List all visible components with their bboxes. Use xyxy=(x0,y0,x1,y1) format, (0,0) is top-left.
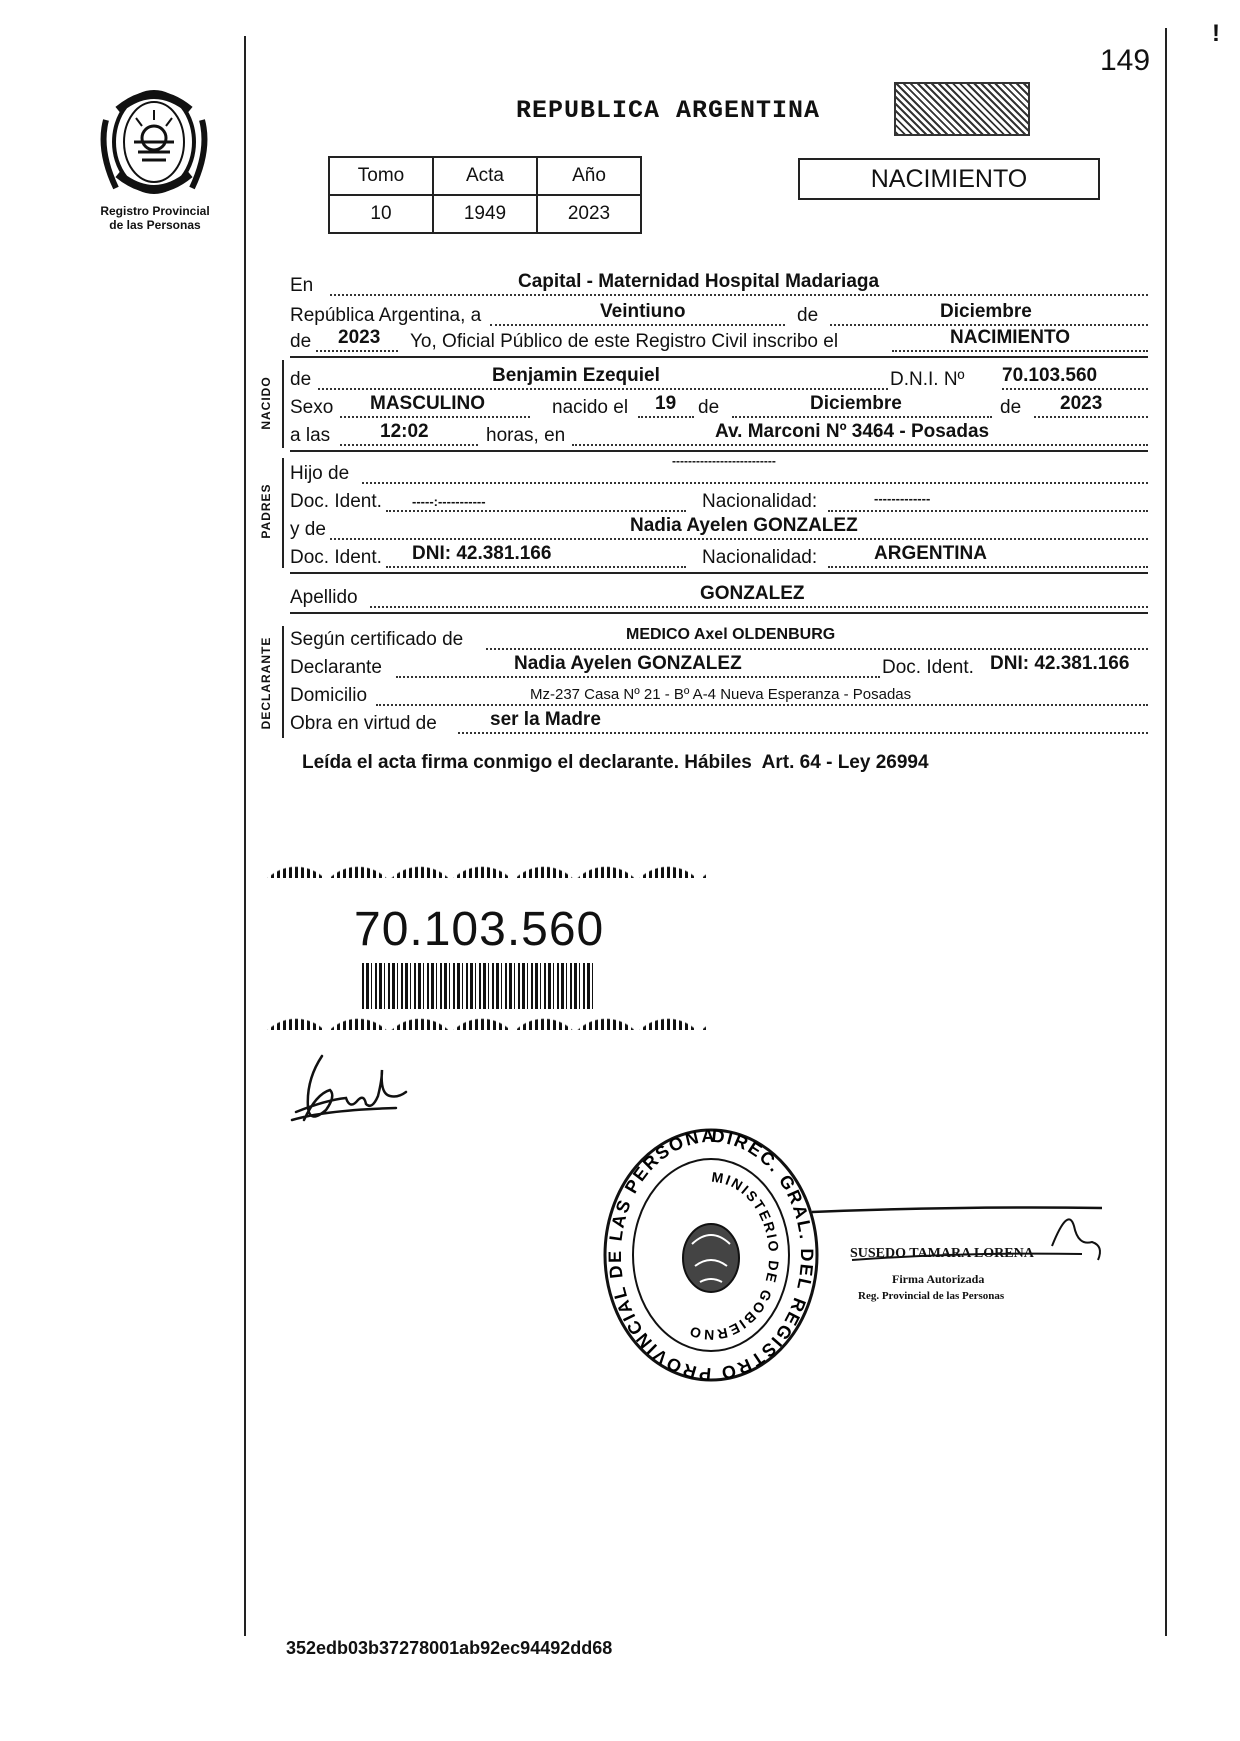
dni-value: 70.103.560 xyxy=(1002,365,1098,386)
stamp-pattern-bottom xyxy=(265,1000,707,1030)
declarant-signature xyxy=(286,1050,416,1130)
table-header-acta: Acta xyxy=(433,157,537,195)
birth-month-value: Diciembre xyxy=(810,393,902,414)
row-year: de 2023 Yo, Oficial Público de este Registro Civil inscribo el NACIMIENTO xyxy=(290,326,1148,358)
row-name: de Benjamin Ezequiel D.N.I. Nº 70.103.560 xyxy=(290,364,1148,394)
day-words: Veintiuno xyxy=(600,301,686,322)
row-date: República Argentina, a Veintiuno de Diciembre xyxy=(290,300,1148,330)
country-title: REPUBLICA ARGENTINA xyxy=(516,96,821,125)
table-value-tomo: 10 xyxy=(329,195,433,233)
declarante-doc-value: DNI: 42.381.166 xyxy=(990,653,1130,674)
sexo-value: MASCULINO xyxy=(370,393,486,414)
provincial-logo xyxy=(98,80,210,204)
row-obra: Obra en virtud de ser la Madre xyxy=(290,708,1148,738)
row-time: a las 12:02 horas, en Av. Marconi Nº 3464 - Posadas xyxy=(290,420,1148,452)
stamp-pattern-top xyxy=(265,848,707,878)
time-value: 12:02 xyxy=(380,421,429,442)
corner-mark: ! xyxy=(1212,20,1220,47)
name-value: Benjamin Ezequiel xyxy=(492,365,660,386)
right-margin-line xyxy=(1165,28,1167,1636)
place-value: Capital - Maternidad Hospital Madariaga xyxy=(518,271,880,292)
stamp-number: 70.103.560 xyxy=(354,903,605,956)
hijo-de-value: -------------------------- xyxy=(672,454,776,468)
table-value-acta: 1949 xyxy=(433,195,537,233)
mother-doc-value: DNI: 42.381.166 xyxy=(412,543,552,564)
mother-nationality-value: ARGENTINA xyxy=(874,543,987,564)
record-type-box xyxy=(798,158,1100,200)
obra-value: ser la Madre xyxy=(490,709,601,730)
surname-value: GONZALEZ xyxy=(700,583,805,604)
security-emblem xyxy=(894,82,1030,136)
side-label-padres: PADRES xyxy=(259,483,273,539)
birth-year-value: 2023 xyxy=(1060,393,1103,414)
closing-text: Leída el acta firma conmigo el declarante. Hábiles Art. 64 - Ley 26994 xyxy=(302,752,929,773)
row-surname: Apellido GONZALEZ xyxy=(290,582,1148,614)
doc-ident1-value: -----:----------- xyxy=(412,494,486,509)
domicilio-value: Mz-237 Casa Nº 21 - Bº A-4 Nueva Esperanza - Posadas xyxy=(530,686,912,703)
official-title: Firma Autorizada xyxy=(892,1272,985,1286)
nacionalidad1-value: ------------- xyxy=(874,491,931,506)
row-doc1: Doc. Ident. -----:----------- Nacionalidad: ------------- xyxy=(290,486,1148,516)
side-label-declarante: DECLARANTE xyxy=(259,636,273,730)
month-value: Diciembre xyxy=(940,301,1032,322)
official-office: Reg. Provincial de las Personas xyxy=(858,1290,1005,1302)
declarante-value: Nadia Ayelen GONZALEZ xyxy=(514,653,742,674)
registry-table xyxy=(328,156,642,234)
svg-text:MINISTERIO DE GOBIERNO: MINISTERIO DE GOBIERNO xyxy=(685,1168,783,1344)
side-label-nacido: NACIDO xyxy=(259,376,273,430)
official-name: SUSEDO TAMARA LORENA xyxy=(850,1246,1034,1261)
official-seal xyxy=(600,1126,822,1384)
mother-value: Nadia Ayelen GONZALEZ xyxy=(630,515,858,536)
page-number: 149 xyxy=(1100,44,1151,77)
row-declarante: Declarante Nadia Ayelen GONZALEZ Doc. Ident. DNI: 42.381.166 xyxy=(290,653,1130,678)
certificado-value: MEDICO Axel OLDENBURG xyxy=(626,626,836,643)
row-hijo-de: Hijo de -------------------------- xyxy=(290,458,1148,488)
row-place: En Capital - Maternidad Hospital Madariaga xyxy=(290,270,1148,300)
row-certificado: Según certificado de MEDICO Axel OLDENBURG xyxy=(290,624,1148,654)
row-mother: y de Nadia Ayelen GONZALEZ xyxy=(290,514,1148,544)
year-value: 2023 xyxy=(338,327,381,348)
svg-text:DIREC. GRAL. DEL REGISTRO PROV: DIREC. GRAL. DEL REGISTRO PROVINCIAL DE LAS PERSONA xyxy=(604,1126,817,1384)
left-margin-line xyxy=(244,36,246,1636)
row-domicilio: Domicilio Mz-237 Casa Nº 21 - Bº A-4 Nueva Esperanza - Posadas xyxy=(290,680,1148,710)
table-header-tomo: Tomo xyxy=(329,157,433,195)
logo-caption: Registro Provincial de las Personas xyxy=(100,204,210,232)
document-hash: 352edb03b37278001ab92ec94492dd68 xyxy=(286,1638,613,1658)
birth-place-value: Av. Marconi Nº 3464 - Posadas xyxy=(715,421,990,442)
inscribo-value: NACIMIENTO xyxy=(950,327,1070,348)
row-sex: Sexo MASCULINO nacido el 19 de Diciembre de 2023 xyxy=(290,392,1148,422)
table-header-anio: Año xyxy=(537,157,641,195)
birth-day-value: 19 xyxy=(655,393,677,414)
table-value-anio: 2023 xyxy=(537,195,641,233)
record-type: NACIMIENTO xyxy=(870,165,1028,193)
row-mother-doc: Doc. Ident. DNI: 42.381.166 Nacionalidad: ARGENTINA xyxy=(290,542,1148,574)
